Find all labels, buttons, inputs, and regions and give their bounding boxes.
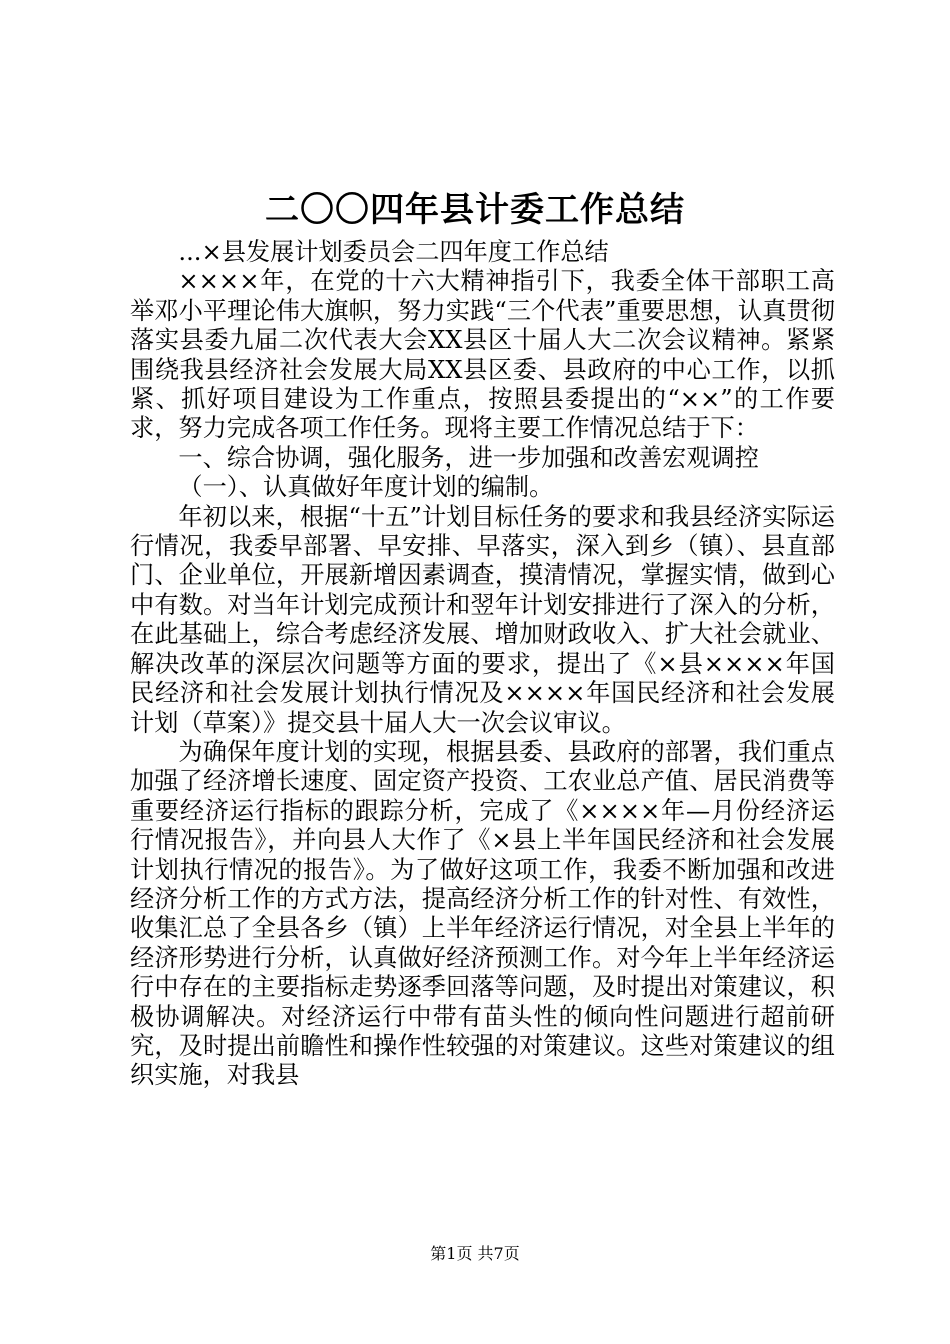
document-body bbox=[130, 238, 835, 1091]
paragraph-annual-plan: 年初以来，根据“十五”计划目标任务的要求和我县经济实际运行情况，我委早部署、早安排、早落实，深入到乡（镇）、县直部门、企业单位，开展新增因素调查，摸清情况，掌握实情，做到心中有数。对当年计划完成预计和翌年计划安排进行了深入的分析，在此基础上，综合考虑经济发展、增加财政收入、扩大社会就业、解决改革的深层次问题等方面的要求，提出了《×县××××年国民经济和社会发展计划执行情况及××××年国民经济和社会发展计划（草案）》提交县十届人大一次会议审议。 bbox=[130, 502, 835, 737]
document-title: 二〇〇四年县计委工作总结 bbox=[265, 190, 685, 230]
section-heading-1: 一、综合协调，强化服务，进一步加强和改善宏观调控 bbox=[178, 443, 759, 472]
paragraph-subtitle: ...×县发展计划委员会二四年度工作总结 bbox=[178, 238, 609, 266]
paragraph-intro: ××××年，在党的十六大精神指引下，我委全体干部职工高举邓小平理论伟大旗帜，努力实践“三个代表”重要思想，认真贯彻落实县委九届二次代表大会XX县区十届人大二次会议精神。紧紧围绕我县经济社会发展大局XX县区委、县政府的中心工作，以抓紧、抓好项目建设为工作重点，按照县委提出的“××”的工作要求，努力完成各项工作任务。现将主要工作情况总结于下： bbox=[130, 267, 835, 443]
paragraph-economic-analysis: 为确保年度计划的实现，根据县委、县政府的部署，我们重点加强了经济增长速度、固定资产投资、工农业总产值、居民消费等重要经济运行指标的跟踪分析，完成了《××××年—月份经济运行情况报告》，并向县人大作了《×县上半年国民经济和社会发展计划执行情况的报告》。为了做好这项工作，我委不断加强和改进经济分析工作的方式方法，提高经济分析工作的针对性、有效性，收集汇总了全县各乡（镇）上半年经济运行情况，对全县上半年的经济形势进行分析，认真做好经济预测工作。对今年上半年经济运行中存在的主要指标走势逐季回落等问题，及时提出对策建议，积极协调解决。对经济运行中带有苗头性的倾向性问题进行超前研究，及时提出前瞻性和操作性较强的对策建议。这些对策建议的组织实施，对我县 bbox=[130, 737, 835, 1090]
page-number-footer: 第1页 共7页 bbox=[430, 1244, 520, 1263]
subsection-heading-1: （一）、认真做好年度计划的编制。 bbox=[178, 473, 554, 502]
